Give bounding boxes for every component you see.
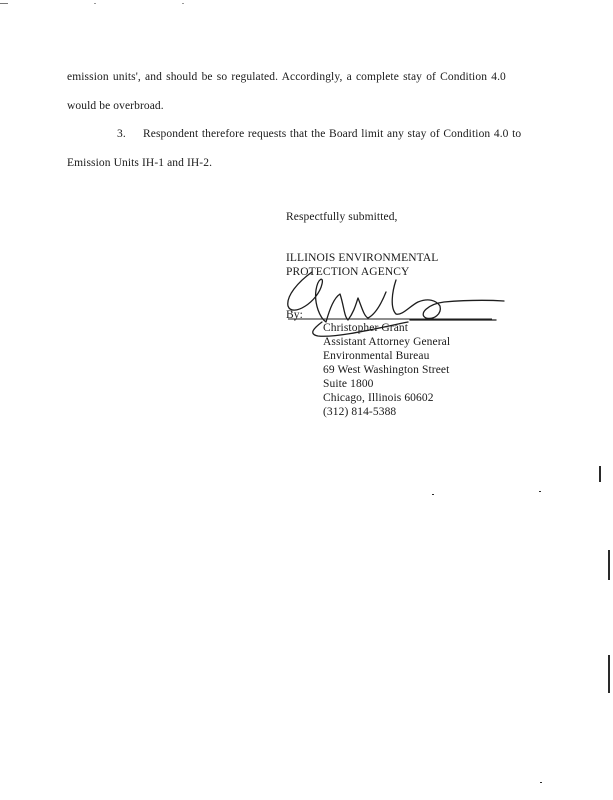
body-line-2: would be overbroad.	[67, 100, 164, 112]
scan-mark-top	[94, 3, 96, 4]
signer-name: Christopher Grant	[323, 322, 409, 334]
agency-line-1: ILLINOIS ENVIRONMENTAL	[286, 252, 439, 264]
signer-title: Assistant Attorney General	[323, 336, 451, 348]
scan-speck-1	[432, 494, 434, 495]
scan-edge-mark-3	[608, 655, 610, 693]
item-line-1: Respondent therefore requests that the Board limit any stay of Condition 4.0 to	[143, 128, 522, 140]
scan-edge-mark-2	[608, 550, 610, 580]
signer-suite: Suite 1800	[323, 378, 374, 390]
item-line-2: Emission Units IH-1 and IH-2.	[67, 157, 213, 169]
agency-line-2: PROTECTION AGENCY	[286, 266, 410, 278]
signer-bureau: Environmental Bureau	[323, 350, 430, 362]
signer-city: Chicago, Illinois 60602	[323, 392, 434, 404]
signer-street: 69 West Washington Street	[323, 364, 450, 376]
scan-mark-top-2	[182, 3, 184, 4]
signer-phone: (312) 814-5388	[323, 406, 397, 418]
scan-speck-3	[540, 782, 542, 783]
respectfully-submitted: Respectfully submitted,	[286, 211, 398, 223]
item-number: 3.	[117, 128, 126, 140]
scan-mark-top-left	[0, 3, 8, 4]
scan-speck-2	[539, 491, 541, 492]
by-label: By:	[286, 309, 303, 321]
body-line-1: emission units', and should be so regulated. Accordingly, a complete stay of Condition 4.0	[67, 71, 506, 83]
scan-edge-mark-1	[599, 466, 601, 482]
